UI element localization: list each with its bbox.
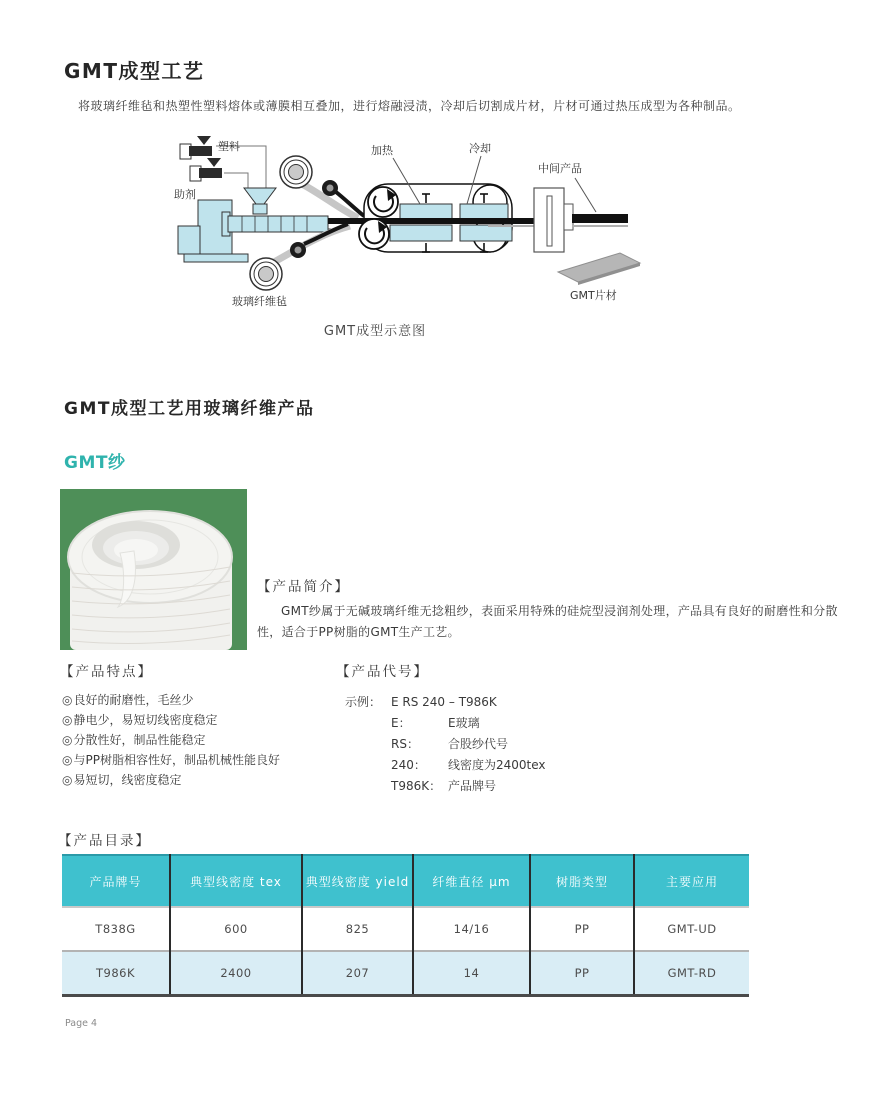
mat-roll-top — [280, 156, 312, 188]
label-glass-mat: 玻璃纤维毡 — [232, 295, 287, 308]
intermediate-bar — [572, 214, 628, 223]
additive-valve-icon — [190, 158, 222, 181]
table-cell: PP — [530, 951, 634, 996]
table-header-cell: 产品牌号 — [62, 855, 170, 907]
catalog-heading: 【产品目录】 — [58, 833, 151, 849]
page-number: Page 4 — [65, 1018, 98, 1029]
intro-paragraph: 将玻璃纤维毡和热塑性塑料熔体或薄膜相互叠加，进行熔融浸渍，冷却后切割成片材，片材可通过热压成型为各种制品。 — [78, 99, 741, 113]
table-header-cell: 主要应用 — [634, 855, 749, 907]
intermediate-leader — [575, 178, 596, 212]
label-cooling: 冷却 — [469, 142, 491, 155]
feature-item — [62, 690, 280, 710]
table-header-cell: 树脂类型 — [530, 855, 634, 907]
example-label: 示例： — [345, 695, 382, 709]
feature-item — [62, 710, 280, 730]
table-cell: 2400 — [170, 951, 302, 996]
table-cell: T986K — [62, 951, 170, 996]
guide-roller-bottom — [290, 242, 306, 258]
bullet-icon: ◎ — [62, 713, 73, 727]
table-cell: 14 — [413, 951, 530, 996]
label-gmt-sheet: GMT片材 — [570, 289, 617, 302]
code-key: T986K： — [391, 779, 442, 793]
rotating-roller-top — [368, 187, 398, 217]
intermediate-shadow — [572, 225, 628, 227]
heating-block-bottom — [390, 225, 452, 241]
feature-item — [62, 770, 280, 790]
heating-block-top — [400, 204, 452, 219]
section-title: GMT成型工艺用玻璃纤维产品 — [64, 399, 315, 419]
code-value: E玻璃 — [448, 716, 480, 730]
product-intro-text: GMT纱属于无碱玻璃纤维无捻粗纱，表面采用特殊的硅烷型浸润剂处理，产品具有良好的耐磨性和分散性，适合于PP树脂的GMT生产工艺。 — [257, 604, 838, 639]
mat-roll-bottom — [250, 258, 282, 290]
table-cell: 207 — [302, 951, 413, 996]
feature-item — [62, 750, 280, 770]
feature-text: 静电少，易短切线密度稳定 — [73, 713, 218, 727]
label-intermediate-product: 中间产品 — [538, 162, 582, 175]
bullet-icon: ◎ — [62, 753, 73, 767]
code-row — [345, 755, 546, 776]
process-diagram — [168, 132, 668, 312]
feature-text: 与PP树脂相容性好，制品机械性能良好 — [73, 753, 280, 767]
codes-heading: 【产品代号】 — [336, 664, 429, 680]
code-value: 产品牌号 — [448, 779, 497, 793]
product-table — [62, 854, 749, 997]
bullet-icon: ◎ — [62, 693, 73, 707]
bullet-icon: ◎ — [62, 773, 73, 787]
code-row — [345, 713, 546, 734]
yarn-coil — [68, 511, 232, 650]
product-intro-heading: 【产品简介】 — [257, 579, 350, 595]
rotating-roller-bottom — [359, 219, 389, 249]
table-cell: 825 — [302, 907, 413, 951]
label-heating: 加热 — [371, 144, 393, 157]
code-value: 合股纱代号 — [448, 737, 509, 751]
table-cell: 14/16 — [413, 907, 530, 951]
plastic-valve-icon — [180, 136, 212, 159]
code-value: 线密度为2400tex — [448, 758, 546, 772]
example-value: E RS 240 – T986K — [391, 695, 497, 709]
table-cell: PP — [530, 907, 634, 951]
code-row — [345, 734, 546, 755]
product-photo — [60, 489, 247, 650]
features-list — [62, 690, 280, 790]
table-row — [62, 951, 749, 996]
product-subtitle: GMT纱 — [64, 453, 126, 473]
table-cell: T838G — [62, 907, 170, 951]
page-title: GMT成型工艺 — [64, 59, 205, 83]
table-cell: 600 — [170, 907, 302, 951]
diagram-caption: GMT成型示意图 — [323, 324, 427, 339]
extruder — [178, 188, 344, 262]
features-heading: 【产品特点】 — [60, 664, 153, 680]
code-example-row — [345, 692, 546, 713]
feature-text: 分散性好，制品性能稳定 — [73, 733, 206, 747]
table-header-cell: 典型线密度 yield — [302, 855, 413, 907]
table-cell: GMT-UD — [634, 907, 749, 951]
table-row — [62, 907, 749, 951]
additive-feed-line — [224, 173, 248, 188]
feature-text: 良好的耐磨性，毛丝少 — [73, 693, 194, 707]
table-header-cell: 典型线密度 tex — [170, 855, 302, 907]
code-key: RS： — [391, 737, 419, 751]
feature-item — [62, 730, 280, 750]
cutter — [534, 188, 573, 252]
code-row — [345, 776, 546, 797]
cooling-block-top — [460, 204, 508, 219]
sheet-shadow-left — [488, 225, 534, 227]
label-plastic: 塑料 — [218, 140, 240, 153]
table-header-row — [62, 855, 749, 907]
label-additive: 助剂 — [174, 188, 196, 201]
guide-roller-top — [322, 180, 338, 196]
cooling-block-bottom — [460, 225, 512, 241]
feature-text: 易短切，线密度稳定 — [73, 773, 182, 787]
code-key: 240： — [391, 758, 426, 772]
code-key: E： — [391, 716, 411, 730]
codes-block — [345, 692, 546, 797]
table-cell: GMT-RD — [634, 951, 749, 996]
table-header-cell: 纤维直径 μm — [413, 855, 530, 907]
bullet-icon: ◎ — [62, 733, 73, 747]
